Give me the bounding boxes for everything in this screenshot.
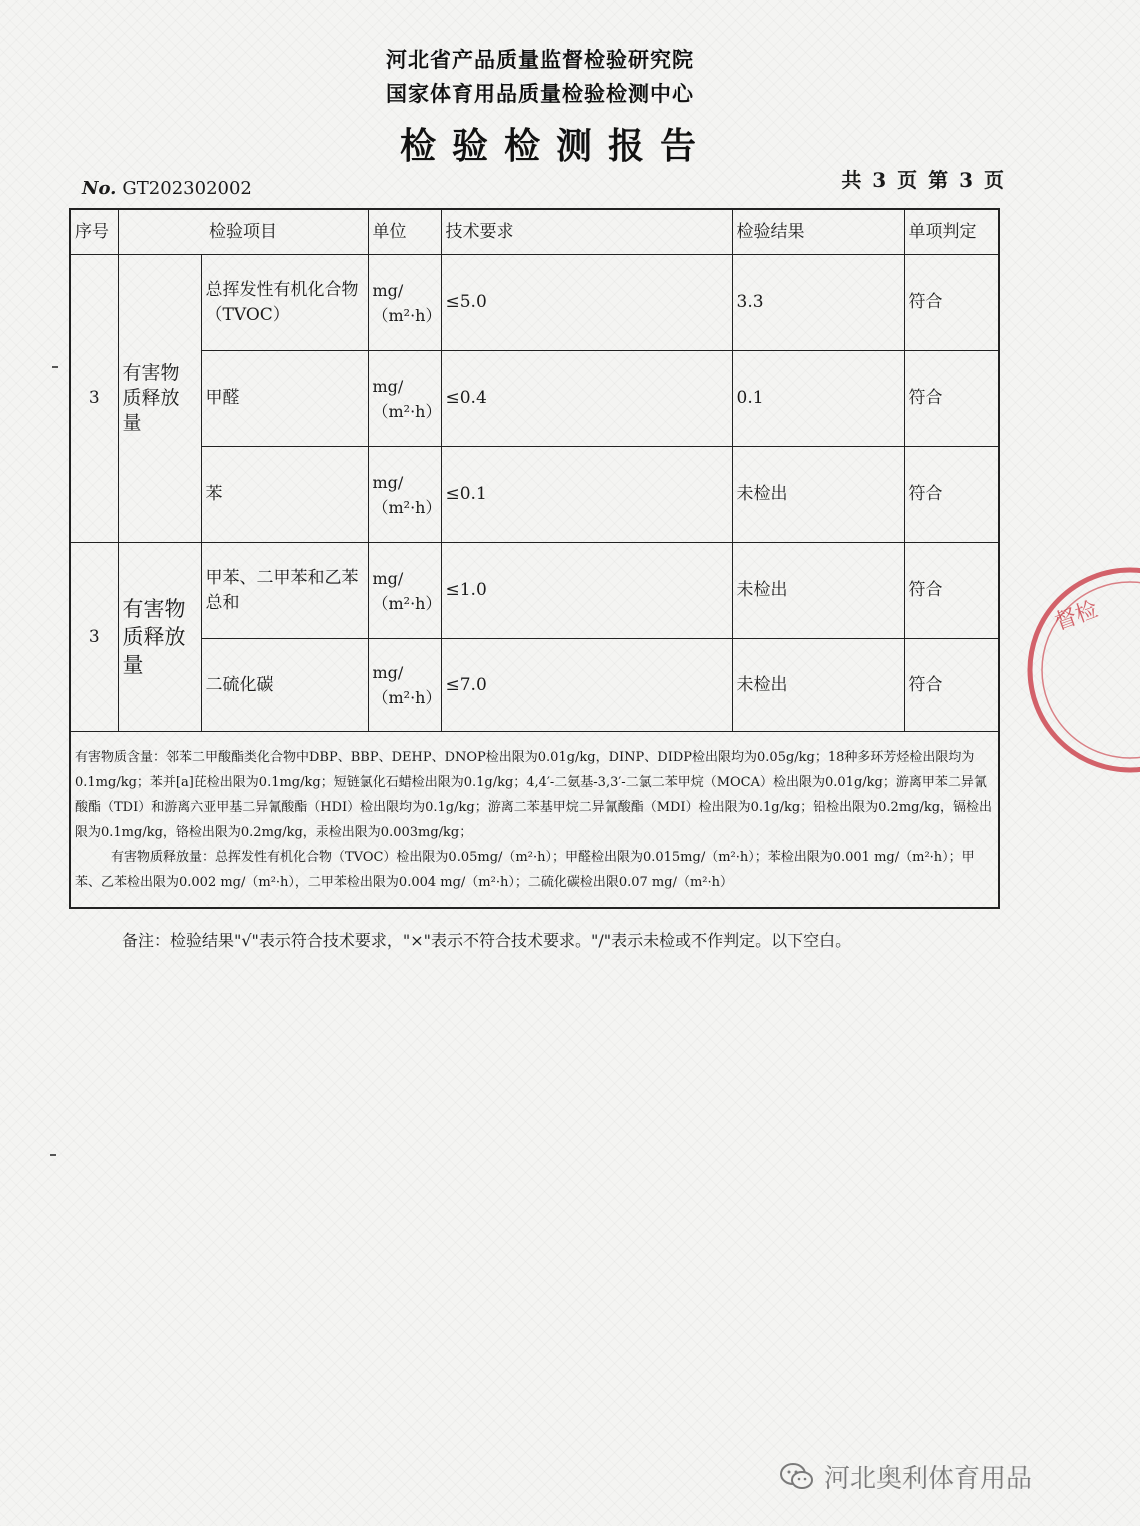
table-row — [70, 255, 999, 351]
judgement-cell: 符合 — [904, 255, 999, 351]
table-row — [70, 639, 999, 732]
category-cell: 有害物质释放量 — [118, 255, 201, 543]
table-row — [70, 351, 999, 447]
item-cell: 甲苯、二甲苯和乙苯总和 — [201, 543, 368, 639]
unit-cell: mg/（m²·h） — [368, 639, 441, 732]
stamp-text: 督检 — [1051, 597, 1102, 636]
item-cell: 二硫化碳 — [201, 639, 368, 732]
table-row — [70, 447, 999, 543]
unit-cell: mg/（m²·h） — [368, 351, 441, 447]
result-cell: 0.1 — [732, 351, 904, 447]
header-seq: 序号 — [70, 209, 118, 255]
unit-cell: mg/（m²·h） — [368, 255, 441, 351]
header-item: 检验项目 — [118, 209, 368, 255]
item-cell: 甲醛 — [201, 351, 368, 447]
requirement-cell: ≤1.0 — [441, 543, 732, 639]
unit-cell: mg/（m²·h） — [368, 447, 441, 543]
header-unit: 单位 — [368, 209, 441, 255]
result-cell: 未检出 — [732, 639, 904, 732]
seq-cell: 3 — [70, 543, 118, 732]
page-info: 共 3 页 第 3 页 — [841, 168, 1006, 192]
report-number-label: No. — [82, 178, 117, 199]
unit-cell: mg/（m²·h） — [368, 543, 441, 639]
header-requirement: 技术要求 — [441, 209, 732, 255]
note-release-limits: 有害物质释放量：总挥发性有机化合物（TVOC）检出限为0.05mg/（m²·h）；甲醛检出限为0.015mg/（m²·h）；苯检出限为0.001 mg/（m²·h）；甲苯、乙苯检出限为0.002 mg/（m²·h），二甲苯检出限为0.004 mg/（m²·h）；二硫化碳检出限0.07 mg/（m²·h） — [75, 849, 975, 890]
table-header-row — [70, 209, 999, 255]
result-cell: 3.3 — [732, 255, 904, 351]
table-row — [70, 543, 999, 639]
item-cell: 苯 — [201, 447, 368, 543]
requirement-cell: ≤5.0 — [441, 255, 732, 351]
judgement-cell: 符合 — [904, 543, 999, 639]
category-cell: 有害物质释放量 — [118, 543, 201, 732]
report-number — [82, 178, 252, 199]
item-cell: 总挥发性有机化合物（TVOC） — [201, 255, 368, 351]
judgement-cell: 符合 — [904, 351, 999, 447]
result-cell: 未检出 — [732, 543, 904, 639]
official-stamp — [1010, 560, 1140, 780]
watermark-text: 河北奥利体育用品 — [824, 1464, 1033, 1494]
result-cell: 未检出 — [732, 447, 904, 543]
org-name-line1: 河北省产品质量监督检验研究院 — [386, 47, 694, 72]
remark: 备注：检验结果"√"表示符合技术要求，"×"表示不符合技术要求。"/"表示未检或不作判定。以下空白。 — [122, 931, 852, 950]
judgement-cell: 符合 — [904, 447, 999, 543]
requirement-cell: ≤7.0 — [441, 639, 732, 732]
report-number-value: GT202302002 — [122, 178, 252, 199]
wechat-icon — [780, 1462, 814, 1492]
header-result: 检验结果 — [732, 209, 904, 255]
note-content-limits: 有害物质含量：邻苯二甲酸酯类化合物中DBP、BBP、DEHP、DNOP检出限为0.01g/kg，DINP、DIDP检出限均为0.05g/kg；18种多环芳烃检出限均为0.1mg/kg；苯并[a]芘检出限为0.1mg/kg；短链氯化石蜡检出限为0.1g/kg；4,4′-二氨基-3,3′-二氯二苯甲烷（MOCA）检出限为0.01g/kg；游离甲苯二异氰酸酯（TDI）和游离六亚甲基二异氰酸酯（HDI）检出限均为0.1g/kg；游离二苯基甲烷二异氰酸酯（MDI）检出限为0.1g/kg；铅检出限为0.2mg/kg，镉检出限为0.1mg/kg，铬检出限为0.2mg/kg，汞检出限为0.003mg/kg； — [75, 749, 993, 840]
watermark — [780, 1458, 1032, 1495]
requirement-cell: ≤0.4 — [441, 351, 732, 447]
requirement-cell: ≤0.1 — [441, 447, 732, 543]
judgement-cell: 符合 — [904, 639, 999, 732]
inspection-table — [69, 208, 1000, 909]
detection-limit-note — [70, 732, 999, 909]
org-name-line2: 国家体育用品质量检验检测中心 — [386, 81, 694, 106]
seq-cell: 3 — [70, 255, 118, 543]
header-judgement: 单项判定 — [904, 209, 999, 255]
report-title: 检验检测报告 — [399, 125, 712, 167]
table-note-row — [70, 732, 999, 909]
